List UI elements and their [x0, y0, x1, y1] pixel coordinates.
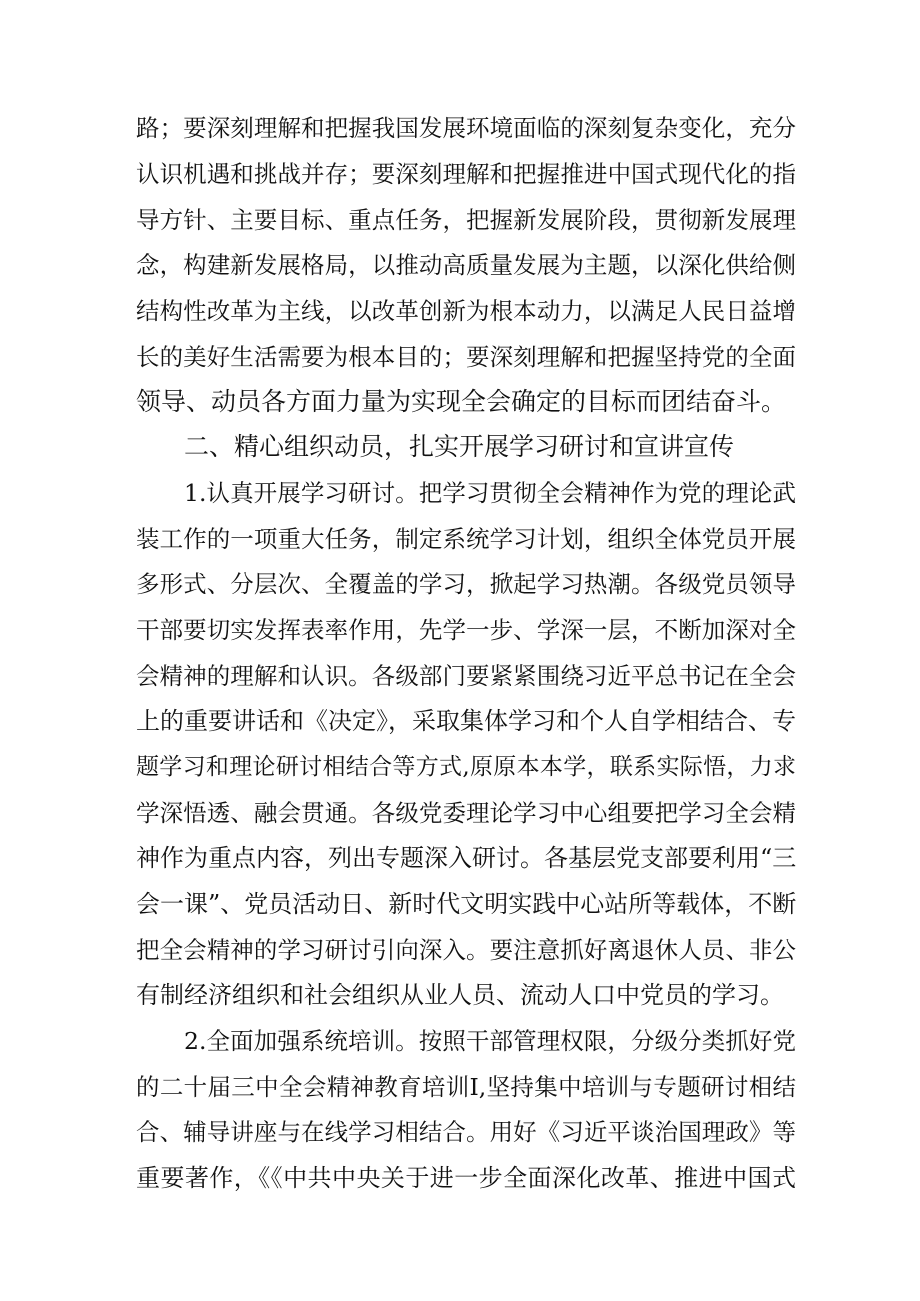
section-heading: 二、精心组织动员，扎实开展学习研讨和宣讲宣传 — [184, 432, 735, 461]
paragraph1-line-6: 长的美好生活需要为根本目的；要深刻理解和把握坚持党的全面 — [136, 343, 796, 371]
paragraph3-line-4: 重要著作，《《中共中央关于进一步全面深化改革、推进中国式 — [136, 1164, 796, 1192]
paragraph2-line-8: 学深悟透、融会贯通。各级党委理论学习中心组要把学习全会精 — [136, 799, 796, 827]
paragraph3-line-1: 2.全面加强系统培训。按照干部管理权限，分级分类抓好党 — [184, 1027, 796, 1055]
paragraph1-line-7: 领导、动员各方面力量为实现全会确定的目标而团结奋斗。 — [136, 387, 787, 416]
paragraph2-line-6: 上的重要讲话和《决定》，采取集体学习和个人自学相结合、专 — [136, 707, 796, 735]
paragraph2-line-12: 有制经济组织和社会组织从业人员、流动人口中党员的学习。 — [136, 981, 784, 1009]
paragraph3-line-3: 合、辅导讲座与在线学习相结合。用好《习近平谈治国理政》等 — [136, 1118, 796, 1146]
paragraph1-line-3: 导方针、主要目标、重点任务，把握新发展阶段，贯彻新发展理 — [136, 206, 796, 234]
paragraph3-line-2: 的二十届三中全会精神教育培训I,坚持集中培训与专题研讨相结 — [136, 1073, 796, 1101]
paragraph2-line-2: 装工作的一项重大任务，制定系统学习计划，组织全体党员开展 — [136, 525, 796, 553]
paragraph2-line-11: 把全会精神的学习研讨引向深入。要注意抓好离退休人员、非公 — [136, 936, 796, 964]
paragraph1-line-5: 结构性改革为主线，以改革创新为根本动力，以满足人民日益增 — [136, 297, 796, 325]
paragraph2-line-7: 题学习和理论研讨相结合等方式,原原本本学，联系实际悟，力求 — [136, 754, 796, 780]
paragraph1-line-4: 念，构建新发展格局，以推动高质量发展为主题，以深化供给侧 — [136, 251, 796, 279]
paragraph2-line-10: 会一课”、党员活动日、新时代文明实践中心站所等载体，不断 — [136, 890, 797, 918]
paragraph1-line-1: 路；要深刻理解和把握我国发展环境面临的深刻复杂变化，充分 — [136, 114, 796, 142]
paragraph1-line-2: 认识机遇和挑战并存；要深刻理解和把握推进中国式现代化的指 — [136, 160, 796, 188]
paragraph2-line-9: 神作为重点内容，列出专题深入研讨。各基层党支部要利用“三 — [136, 844, 797, 872]
paragraph2-line-1: 1.认真开展学习研讨。把学习贯彻全会精神作为党的理论武 — [184, 479, 796, 507]
paragraph2-line-4: 干部要切实发挥表率作用，先学一步、学深一层，不断加深对全 — [136, 616, 796, 644]
paragraph2-line-3: 多形式、分层次、全覆盖的学习，掀起学习热潮。各级党员领导 — [136, 570, 796, 598]
paragraph2-line-5: 会精神的理解和认识。各级部门要紧紧围绕习近平总书记在全会 — [136, 662, 796, 690]
